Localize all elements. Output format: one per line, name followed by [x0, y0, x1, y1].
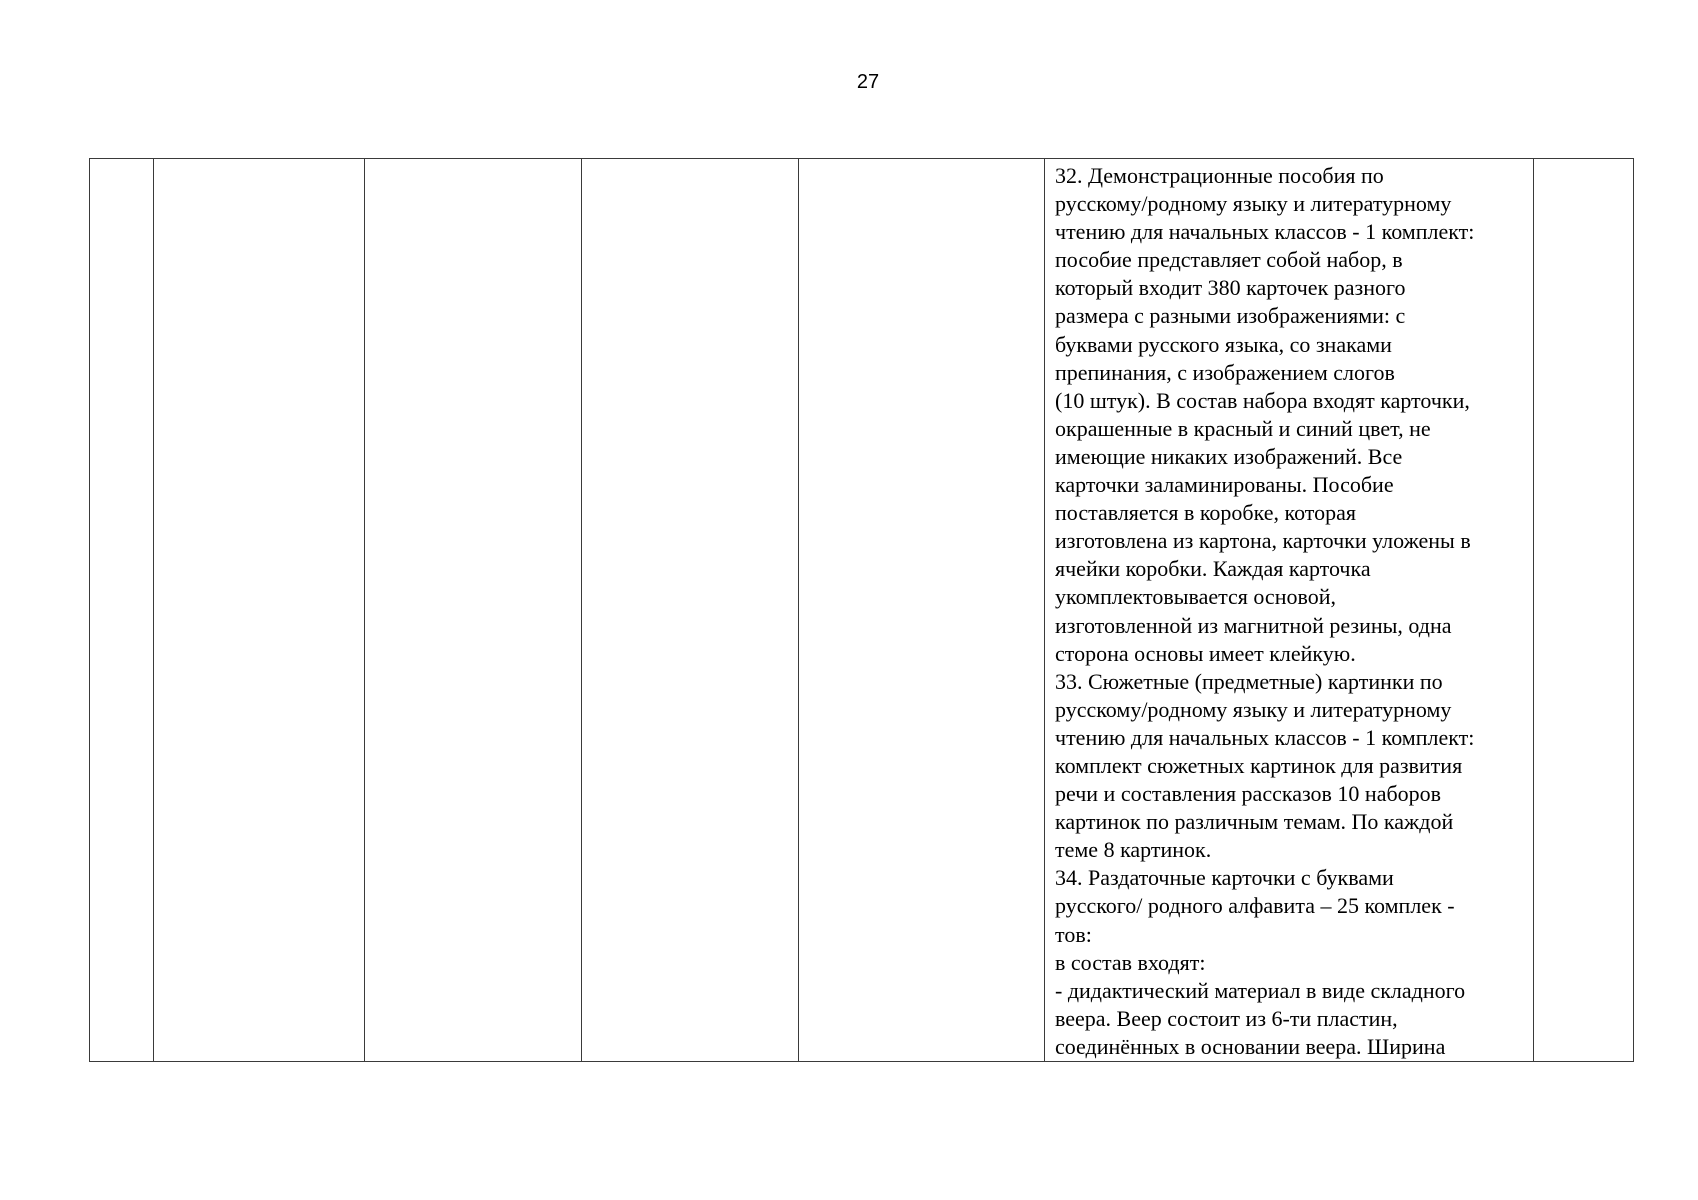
description-line: русскому/родному языку и литературному — [1055, 191, 1452, 217]
table-cell-col-2 — [154, 159, 365, 1062]
description-line: чтению для начальных классов - 1 комплект: — [1055, 219, 1475, 245]
table-cell-col-3 — [365, 159, 582, 1062]
description-text — [1055, 162, 1527, 1061]
description-line: окрашенные в красный и синий цвет, не — [1055, 415, 1431, 441]
description-line: 34. Раздаточные карточки с буквами — [1055, 865, 1394, 891]
description-line: ячейки коробки. Каждая карточка — [1055, 556, 1371, 582]
description-line: который входит 380 карточек разного — [1055, 275, 1406, 301]
description-line: комплект сюжетных картинок для развития — [1055, 752, 1463, 778]
description-line: препинания, с изображением слогов — [1055, 359, 1395, 385]
description-line: русского/ родного алфавита – 25 комплек - — [1055, 893, 1455, 919]
description-line: теме 8 картинок. — [1055, 837, 1212, 863]
equipment-table — [89, 158, 1634, 1062]
description-line: размера с разными изображениями: с — [1055, 303, 1406, 329]
description-line: сторона основы имеет клейкую. — [1055, 640, 1356, 666]
description-line: 33. Сюжетные (предметные) картинки по — [1055, 668, 1443, 694]
description-line: имеющие никаких изображений. Все — [1055, 443, 1403, 469]
table-cell-col-1 — [90, 159, 154, 1062]
description-line: пособие представляет собой набор, в — [1055, 247, 1403, 273]
description-line: соединённых в основании веера. Ширина — [1055, 1033, 1446, 1059]
table-cell-col-7 — [1534, 159, 1634, 1062]
description-line: картинок по различным темам. По каждой — [1055, 809, 1454, 835]
description-line: русскому/родному языку и литературному — [1055, 696, 1452, 722]
page-number: 27 — [856, 71, 880, 93]
description-line: тов: — [1055, 921, 1092, 947]
description-line: изготовлена из картона, карточки уложены в — [1055, 528, 1471, 554]
description-line: буквами русского языка, со знаками — [1055, 331, 1392, 357]
description-line: поставляется в коробке, которая — [1055, 500, 1357, 526]
description-line: - дидактический материал в виде складного — [1055, 977, 1466, 1003]
description-line: карточки заламинированы. Пособие — [1055, 472, 1394, 498]
description-line: в состав входят: — [1055, 949, 1206, 975]
description-line: речи и составления рассказов 10 наборов — [1055, 781, 1442, 807]
description-line: 32. Демонстрационные пособия по — [1055, 163, 1384, 188]
table-cell-col-5 — [799, 159, 1045, 1062]
description-line: чтению для начальных классов - 1 комплект: — [1055, 724, 1475, 750]
table-row — [90, 159, 1634, 1062]
description-line: веера. Веер состоит из 6-ти пластин, — [1055, 1005, 1398, 1031]
description-line: (10 штук). В состав набора входят карточки, — [1055, 387, 1470, 413]
table-cell-description — [1045, 159, 1534, 1062]
description-line: укомплектовывается основой, — [1055, 584, 1336, 610]
table-cell-col-4 — [582, 159, 799, 1062]
description-line: изготовленной из магнитной резины, одна — [1055, 612, 1452, 638]
